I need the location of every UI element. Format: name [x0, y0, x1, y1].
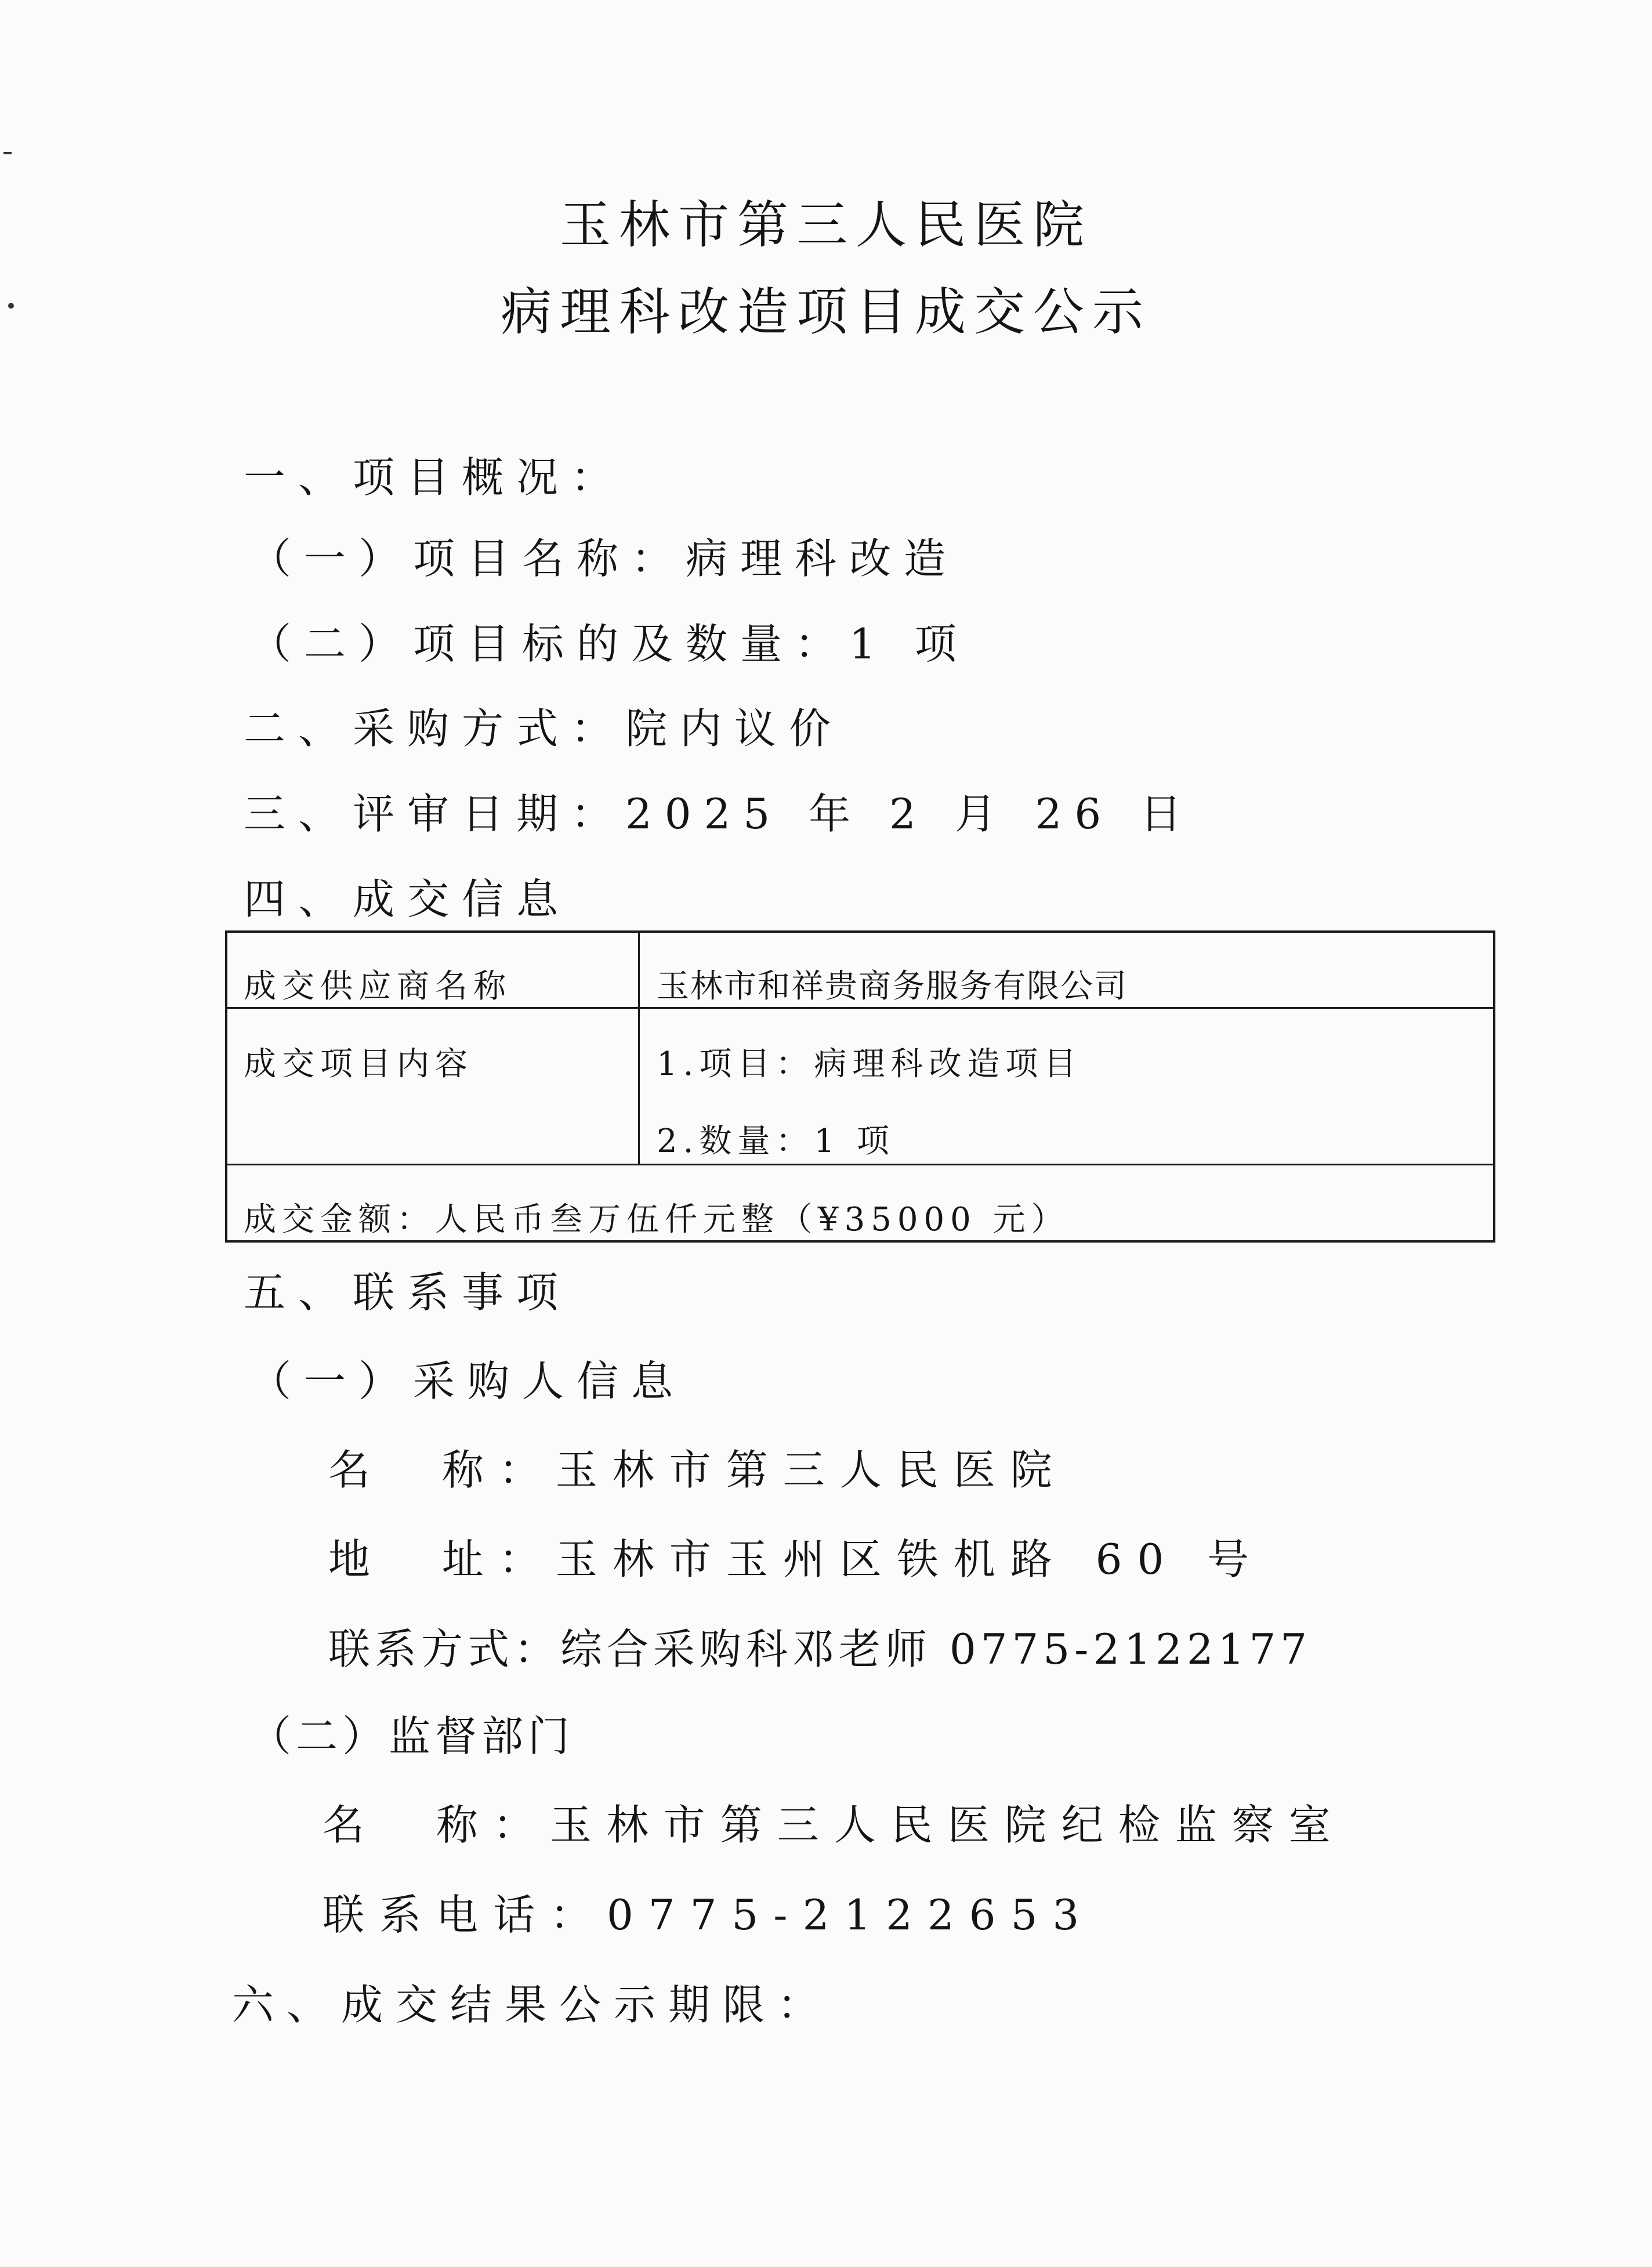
content-label: 成交项目内容 [244, 1045, 473, 1083]
project-name: （一）项目名称：病理科改造 [249, 534, 959, 583]
supplier-value: 玉林市和祥贵商务服务有限公司 [657, 968, 1128, 1005]
section1-heading: 一、项目概况： [244, 453, 626, 502]
supplier-label: 成交供应商名称 [244, 968, 512, 1005]
deal-amount: 成交金额：人民币叁万伍仟元整（¥35000 元） [244, 1201, 1070, 1238]
purchaser-name: 名 称：玉林市第三人民医院 [328, 1446, 1067, 1494]
deal-info-table [225, 930, 1495, 1243]
review-date: 三、评审日期：2025 年 2 月 26 日 [244, 790, 1195, 838]
supervisor-phone: 联系电话：0775-2122653 [323, 1891, 1095, 1939]
project-quantity: （二）项目标的及数量：1 项 [249, 620, 969, 668]
purchaser-contact: 联系方式：综合采购科邓老师 0775-2122177 [328, 1625, 1312, 1674]
section4-heading: 四、成交信息 [244, 875, 571, 924]
table-divider [638, 933, 640, 1164]
section6-heading: 六、成交结果公示期限： [232, 1980, 832, 2029]
supervisor-heading: （二）监督部门 [249, 1712, 575, 1761]
content-line2: 2.数量：1 项 [657, 1122, 895, 1160]
scan-mark [3, 152, 12, 154]
table-divider [227, 1007, 1493, 1009]
content-line1: 1.项目：病理科改造项目 [657, 1045, 1082, 1083]
supervisor-name: 名 称：玉林市第三人民医院纪检监察室 [323, 1801, 1346, 1849]
purchaser-heading: （一）采购人信息 [249, 1357, 686, 1406]
procurement-method: 二、采购方式：院内议价 [244, 704, 844, 753]
document-title-line1: 玉林市第三人民医院 [559, 195, 1092, 255]
purchaser-address: 地 址：玉林市玉州区铁机路 60 号 [328, 1535, 1265, 1584]
document-title-line2: 病理科改造项目成交公示 [500, 282, 1151, 342]
table-divider [227, 1164, 1493, 1165]
section5-heading: 五、联系事项 [244, 1268, 571, 1317]
